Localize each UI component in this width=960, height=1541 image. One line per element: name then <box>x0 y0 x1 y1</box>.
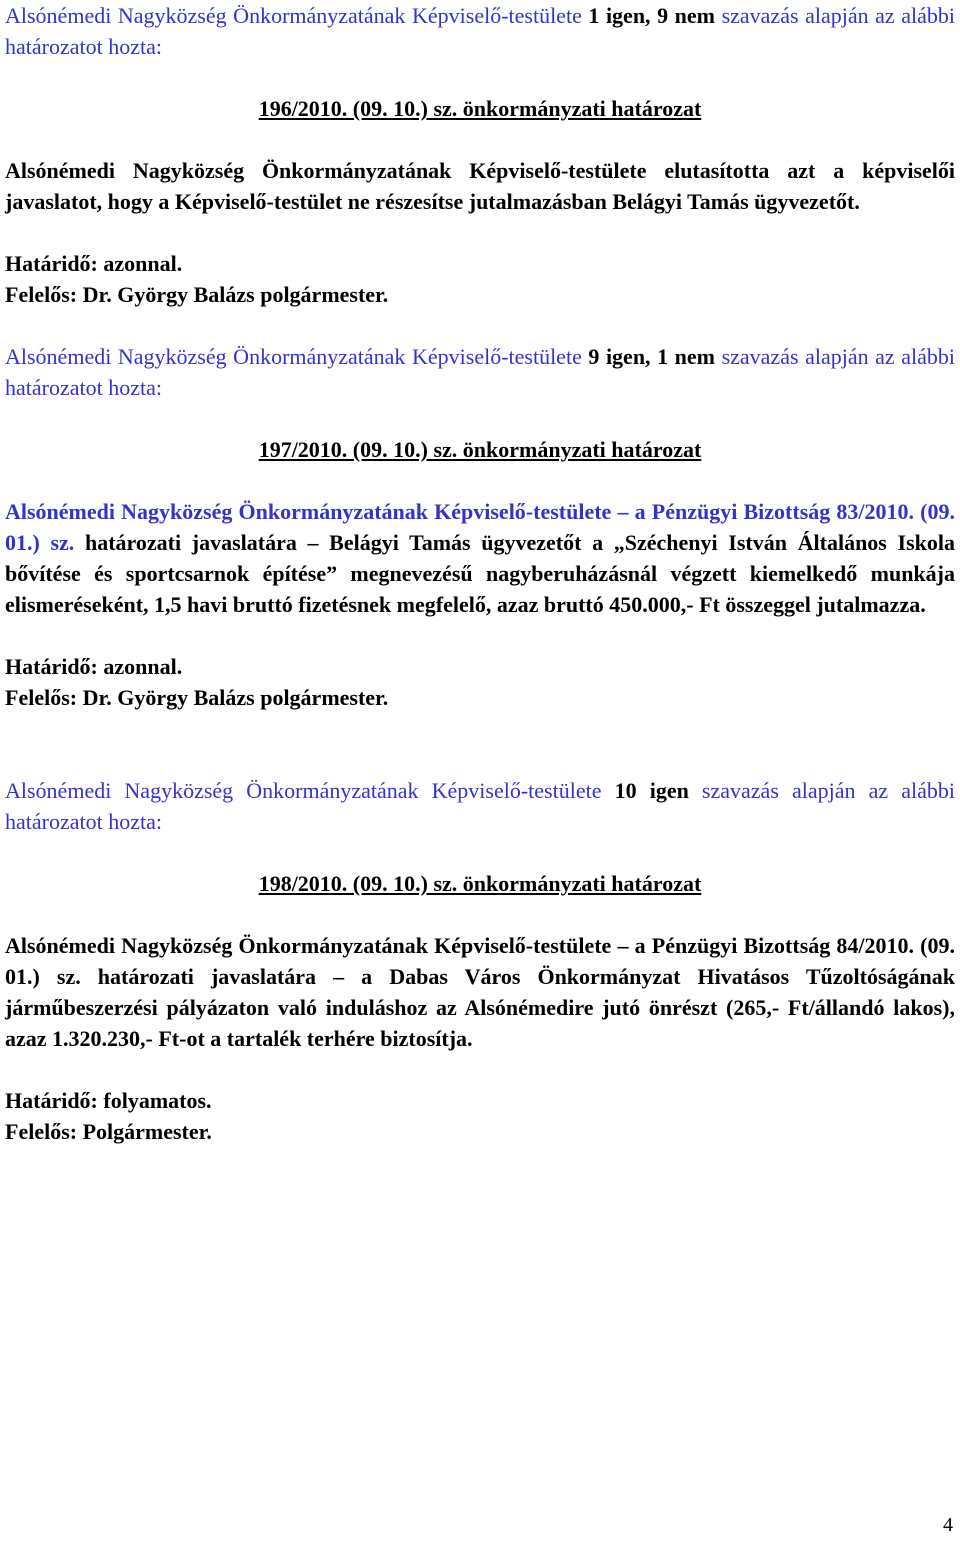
resolution-2-body-main: határozati javaslatára – Belágyi Tamás ügyvezetőt a „Széchenyi István Általános Iskola bővítése és sportcsarnok építése” megnevezésű nagyberuházásnál végzett kiemelkedő munkája elismeréseként, 1,5 havi bruttó fizetésnek megfelelő, azaz bruttó 450.000,- Ft összeggel jutalmazza. <box>5 530 955 617</box>
resolution-3-votes: 10 igen <box>614 778 689 803</box>
resolution-3-responsible: Felelős: Polgármester. <box>5 1119 212 1144</box>
resolution-3-body: Alsónémedi Nagyközség Önkormányzatának Képviselő-testülete – a Pénzügyi Bizottság 84/2010. (09. 01.) sz. határozati javaslatára – a Dabas Város Önkormányzat Hivatásos Tűzoltóságának járműbeszerzési pályázaton való induláshoz az Alsónémedire jutó önrészt (265,- Ft/állandó lakos), azaz 1.320.230,- Ft-ot a tartalék terhére biztosítja. <box>5 933 955 1051</box>
resolution-2-intro-prefix: Alsónémedi Nagyközség Önkormányzatának Képviselő-testülete <box>5 344 589 369</box>
resolution-2-intro <box>5 341 955 403</box>
resolution-3-intro-suffix: szavazás alapján az alábbi határozatot hozta: <box>5 778 956 834</box>
resolution-1-intro <box>5 0 955 62</box>
resolution-3-intro <box>5 775 955 837</box>
resolution-1-deadline: Határidő: azonnal. <box>5 251 183 276</box>
resolution-3-title: 198/2010. (09. 10.) sz. önkormányzati határozat <box>258 871 702 896</box>
page-number: 4 <box>943 1514 953 1536</box>
resolution-2-body-prefix: Alsónémedi Nagyközség Önkormányzatának Képviselő-testülete – a Pénzügyi Bizottság 83/2010. (09. 01.) sz. <box>5 499 955 555</box>
resolution-2-responsible: Felelős: Dr. György Balázs polgármester. <box>5 685 389 710</box>
resolution-1-title: 196/2010. (09. 10.) sz. önkormányzati határozat <box>258 96 702 121</box>
resolution-1-responsible: Felelős: Dr. György Balázs polgármester. <box>5 282 389 307</box>
resolution-1-votes: 1 igen, 9 nem <box>588 3 716 28</box>
resolution-1-intro-suffix: szavazás alapján az alábbi határozatot hozta: <box>5 3 955 59</box>
resolution-2-title: 197/2010. (09. 10.) sz. önkormányzati határozat <box>258 437 702 462</box>
resolution-1-body: Alsónémedi Nagyközség Önkormányzatának Képviselő-testülete elutasította azt a képviselői javaslatot, hogy a Képviselő-testület ne részesítse jutalmazásban Belágyi Tamás ügyvezetőt. <box>5 158 955 214</box>
resolution-2-body <box>5 496 955 620</box>
resolution-2-deadline: Határidő: azonnal. <box>5 654 183 679</box>
resolution-3-intro-prefix: Alsónémedi Nagyközség Önkormányzatának Képviselő-testülete <box>5 778 615 803</box>
resolution-1-intro-prefix: Alsónémedi Nagyközség Önkormányzatának Képviselő-testülete <box>5 3 589 28</box>
resolution-3-deadline: Határidő: folyamatos. <box>5 1088 212 1113</box>
resolution-2-intro-suffix: szavazás alapján az alábbi határozatot hozta: <box>5 344 955 400</box>
document-page <box>5 0 955 1147</box>
resolution-2-votes: 9 igen, 1 nem <box>588 344 716 369</box>
